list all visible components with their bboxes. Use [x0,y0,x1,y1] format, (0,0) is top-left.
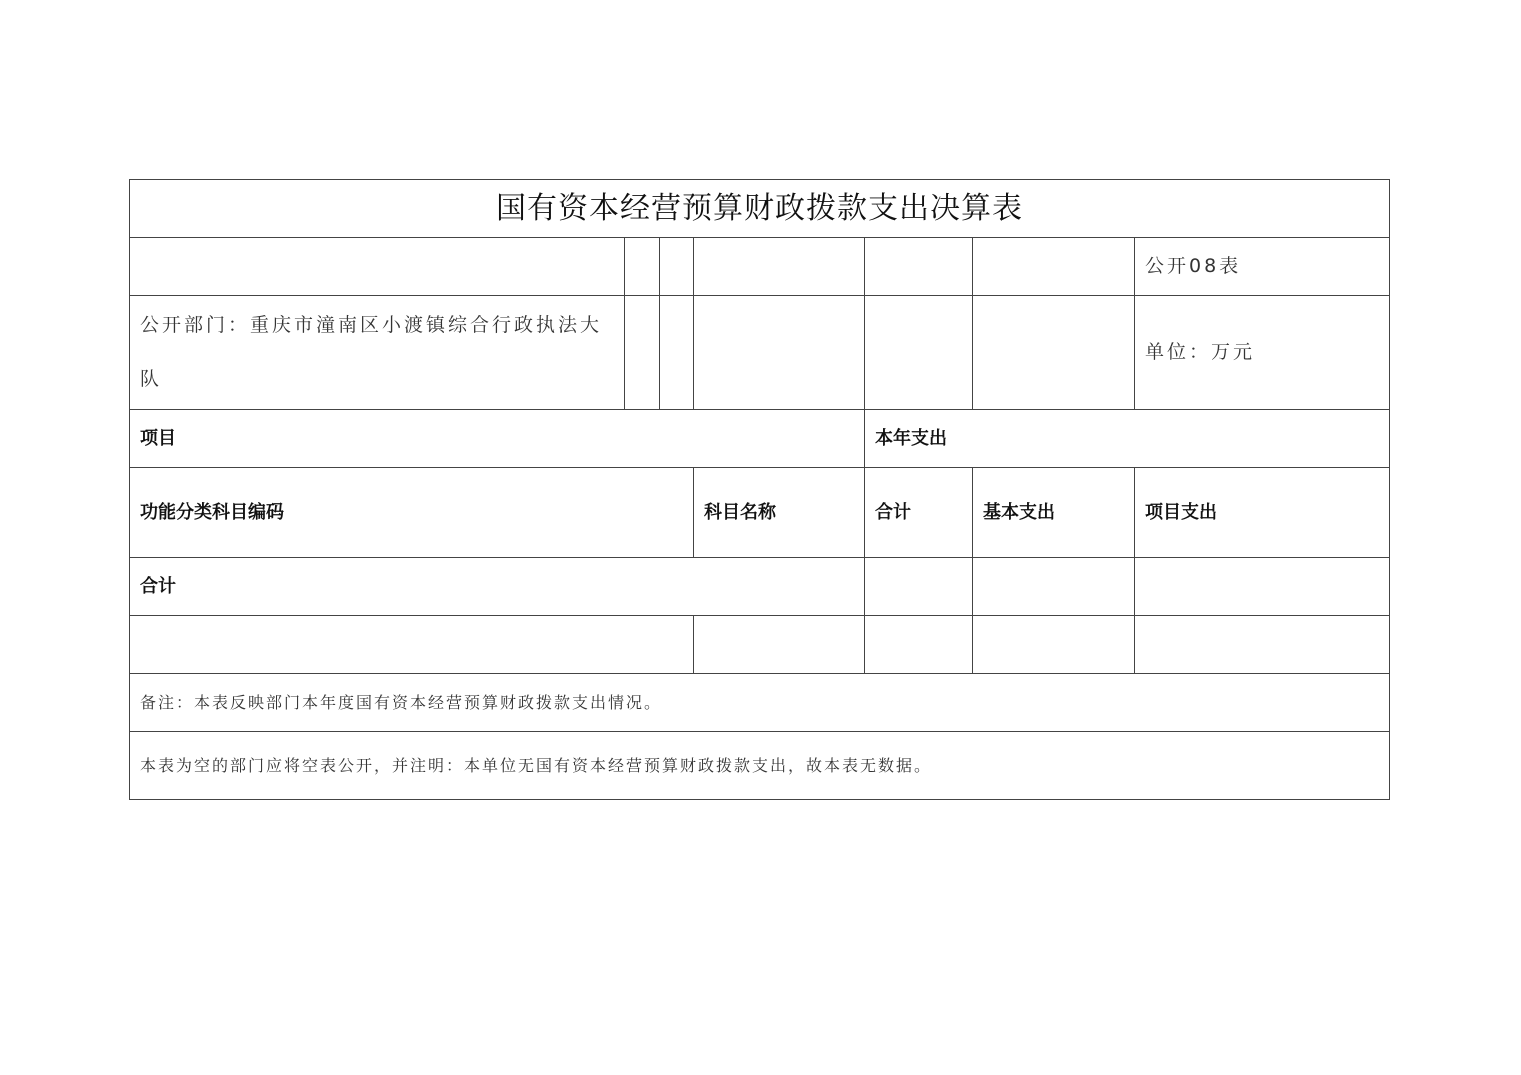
table-number-row [130,238,1390,296]
row-code [130,616,694,674]
header-function-code: 功能分类科目编码 [130,468,694,558]
header-row-2 [130,468,1390,558]
note-2: 本表为空的部门应将空表公开，并注明：本单位无国有资本经营预算财政拨款支出，故本表无数据。 [130,732,1390,800]
total-row [130,558,1390,616]
expenditure-table [129,179,1390,800]
empty-cell [865,238,973,296]
empty-cell [660,238,694,296]
table-row [130,616,1390,674]
department-label: 公开部门：重庆市潼南区小渡镇综合行政执法大队 [130,296,625,410]
row-basic [973,616,1135,674]
total-label: 合计 [130,558,865,616]
note-1: 备注：本表反映部门本年度国有资本经营预算财政拨款支出情况。 [130,674,1390,732]
header-project-expenditure: 项目支出 [1135,468,1390,558]
table-title: 国有资本经营预算财政拨款支出决算表 [130,180,1390,238]
header-item: 项目 [130,410,865,468]
title-row [130,180,1390,238]
row-name [694,616,865,674]
total-project-value [1135,558,1390,616]
empty-cell [973,238,1135,296]
header-row-1 [130,410,1390,468]
empty-cell [694,238,865,296]
row-total [865,616,973,674]
header-basic-expenditure: 基本支出 [973,468,1135,558]
empty-cell [973,296,1135,410]
header-current-year-expenditure: 本年支出 [865,410,1390,468]
total-basic-value [973,558,1135,616]
total-value [865,558,973,616]
note-row-1 [130,674,1390,732]
note-row-2 [130,732,1390,800]
empty-cell [130,238,625,296]
department-row [130,296,1390,410]
empty-cell [694,296,865,410]
table-number: 公开08表 [1135,238,1390,296]
empty-cell [625,238,660,296]
empty-cell [625,296,660,410]
empty-cell [865,296,973,410]
row-project [1135,616,1390,674]
header-total: 合计 [865,468,973,558]
empty-cell [660,296,694,410]
header-subject-name: 科目名称 [694,468,865,558]
unit-label: 单位：万元 [1135,296,1390,410]
